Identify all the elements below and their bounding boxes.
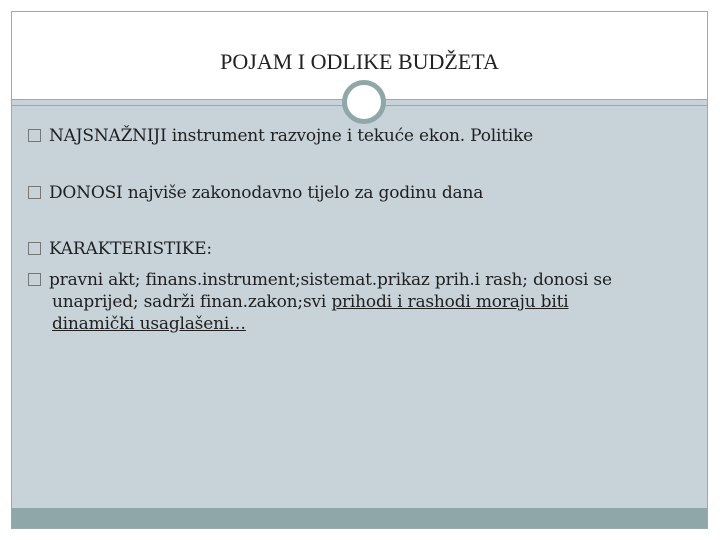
bottom-accent-bar [12,508,707,528]
bullet-item [28,238,212,260]
square-bullet-icon [28,186,41,199]
bullet-text: DONOSI najviše zakonodavno tijelo za godinu dana [49,183,484,203]
bullet-item [28,269,648,335]
slide-frame [11,11,708,529]
slide-title: POJAM I ODLIKE BUDŽETA [220,49,499,74]
bullet-text-line1: pravni akt; finans.instrument;sistemat.prikaz prih.i rash; donosi se [49,270,612,290]
bullet-continuation [28,291,648,313]
bullet-item [28,125,533,147]
bullet-item [28,182,483,204]
circle-ornament-icon [342,80,386,124]
bullet-text: KARAKTERISTIKE: [49,239,212,259]
square-bullet-icon [28,129,41,142]
bullet-text: NAJSNAŽNIJI instrument razvojne i tekuće ekon. Politike [49,126,534,146]
square-bullet-icon [28,242,41,255]
bullet-text-line3-underlined: dinamički usaglašeni… [52,314,246,334]
bullet-text-line2-underlined: prihodi i rashodi moraju biti [331,292,569,312]
bullet-text-line2: unaprijed; sadrži finan.zakon;svi [52,292,332,312]
square-bullet-icon [28,273,41,286]
